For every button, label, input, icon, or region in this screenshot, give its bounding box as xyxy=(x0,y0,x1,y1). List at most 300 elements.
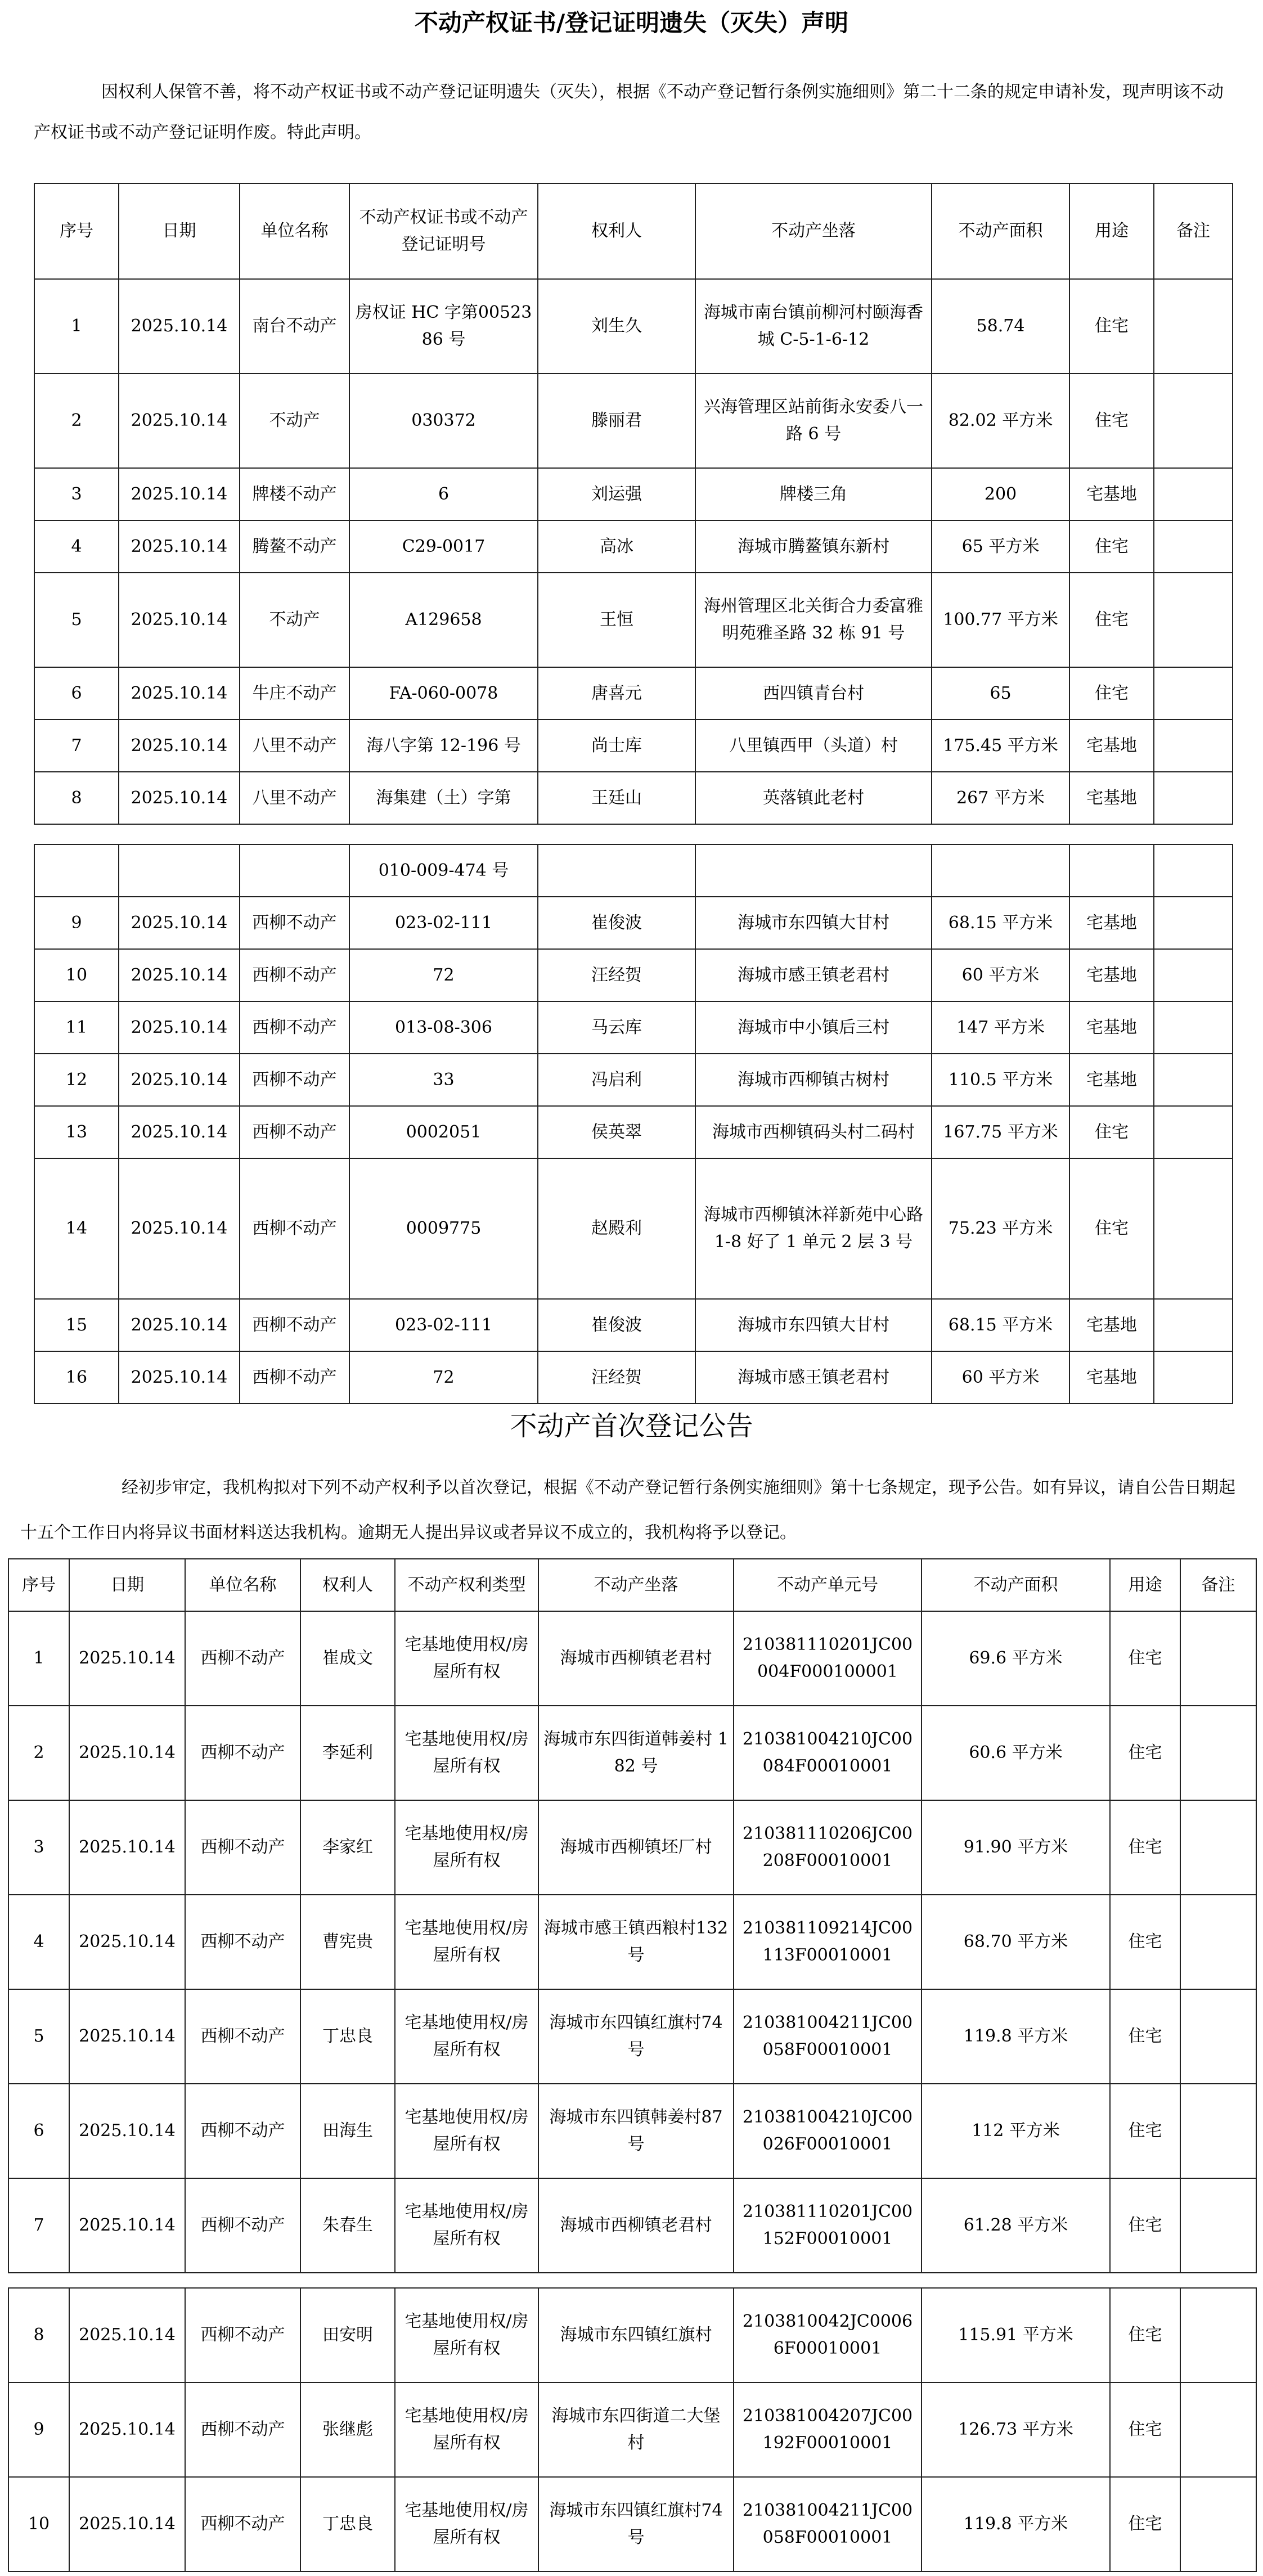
table-cell: 2025.10.14 xyxy=(119,897,240,949)
table-cell: 西四镇青台村 xyxy=(695,667,932,720)
table-cell xyxy=(1180,1706,1256,1800)
table-cell: 崔俊波 xyxy=(538,897,695,949)
table-cell: 西柳不动产 xyxy=(240,1054,349,1106)
table-cell xyxy=(1180,1800,1256,1895)
table-cell: 住宅 xyxy=(1069,667,1154,720)
registration-table-continued xyxy=(8,2287,1257,2572)
table-cell: 2103810042JC00066F00010001 xyxy=(734,2288,922,2382)
table-row xyxy=(34,772,1233,824)
table-row xyxy=(34,1158,1233,1299)
table-cell: 高冰 xyxy=(538,520,695,573)
table-cell xyxy=(119,844,240,897)
table-cell: 010-009-474 号 xyxy=(349,844,538,897)
table-cell xyxy=(1154,1158,1233,1299)
table-row xyxy=(34,279,1233,374)
table-header-cell: 不动产面积 xyxy=(932,183,1069,279)
table-cell xyxy=(538,844,695,897)
table-row xyxy=(8,1611,1256,1706)
table-cell: 海城市感王镇老君村 xyxy=(695,1351,932,1404)
table-cell: 14 xyxy=(34,1158,119,1299)
table-cell: 住宅 xyxy=(1110,2084,1180,2178)
table-cell: 西柳不动产 xyxy=(185,2477,300,2571)
table-cell: 5 xyxy=(34,573,119,667)
table-cell xyxy=(1180,1611,1256,1706)
table-cell: 住宅 xyxy=(1110,1895,1180,1989)
table-cell: 4 xyxy=(34,520,119,573)
table-row xyxy=(8,1706,1256,1800)
table-cell: 210381110201JC00152F00010001 xyxy=(734,2178,922,2273)
table-row xyxy=(34,897,1233,949)
table-cell: 不动产 xyxy=(240,374,349,468)
table-cell: 宅基地 xyxy=(1069,772,1154,824)
table-row xyxy=(34,374,1233,468)
table-cell: A129658 xyxy=(349,573,538,667)
table-header-cell: 备注 xyxy=(1154,183,1233,279)
table-cell: 崔成文 xyxy=(300,1611,395,1706)
table-cell: 住宅 xyxy=(1069,1158,1154,1299)
table-cell: 宅基地 xyxy=(1069,949,1154,1001)
table-cell: 海城市中小镇后三村 xyxy=(695,1001,932,1054)
table-cell: 3 xyxy=(34,468,119,520)
table-row xyxy=(34,1299,1233,1351)
table-cell: 210381110201JC00004F000100001 xyxy=(734,1611,922,1706)
table-cell: 8 xyxy=(34,772,119,824)
table-cell: 西柳不动产 xyxy=(185,1989,300,2084)
table-row xyxy=(34,1351,1233,1404)
table-cell: 尚士库 xyxy=(538,720,695,772)
table-cell: 西柳不动产 xyxy=(240,1158,349,1299)
table-cell: 汪经贺 xyxy=(538,1351,695,1404)
table-cell xyxy=(1154,772,1233,824)
table-header-cell: 不动产坐落 xyxy=(695,183,932,279)
table-header-cell: 不动产单元号 xyxy=(734,1559,922,1611)
table-cell: 海城市腾鳌镇东新村 xyxy=(695,520,932,573)
table-cell: FA-060-0078 xyxy=(349,667,538,720)
table-cell: 72 xyxy=(349,1351,538,1404)
table-row xyxy=(34,844,1233,897)
table-cell xyxy=(1154,667,1233,720)
table-cell: 住宅 xyxy=(1069,1106,1154,1158)
table-cell: 宅基地使用权/房屋所有权 xyxy=(395,1611,538,1706)
table-cell: 海城市西柳镇老君村 xyxy=(538,1611,734,1706)
table-cell: 2025.10.14 xyxy=(119,573,240,667)
table-cell: 82.02 平方米 xyxy=(932,374,1069,468)
table-cell: 6 xyxy=(349,468,538,520)
table-cell: 2025.10.14 xyxy=(69,2477,185,2571)
table-cell: 住宅 xyxy=(1110,1800,1180,1895)
table-cell: 210381004211JC00058F00010001 xyxy=(734,2477,922,2571)
table-cell: 210381110206JC00208F00010001 xyxy=(734,1800,922,1895)
table-cell: 王廷山 xyxy=(538,772,695,824)
loss-statement-text: 因权利人保管不善，将不动产权证书或不动产登记证明遗失（灭失），根据《不动产登记暂行条例实施细则》第二十二条的规定申请补发，现声明该不动产权证书或不动产登记证明作废。特此声明。 xyxy=(34,82,1224,142)
table-cell: 房权证 HC 字第0052386 号 xyxy=(349,279,538,374)
table-cell xyxy=(1154,573,1233,667)
table-cell: 宅基地 xyxy=(1069,720,1154,772)
table-cell: 牌楼不动产 xyxy=(240,468,349,520)
table-cell: 2025.10.14 xyxy=(119,279,240,374)
table-cell: 住宅 xyxy=(1110,1611,1180,1706)
table-cell: 69.6 平方米 xyxy=(922,1611,1110,1706)
table-cell: 海城市西柳镇沐祥新苑中心路 1-8 好了 1 单元 2 层 3 号 xyxy=(695,1158,932,1299)
table-header-cell: 不动产面积 xyxy=(922,1559,1110,1611)
table-cell: 210381004211JC00058F00010001 xyxy=(734,1989,922,2084)
table-cell: 西柳不动产 xyxy=(240,897,349,949)
table-cell: 西柳不动产 xyxy=(240,949,349,1001)
table-cell: 宅基地使用权/房屋所有权 xyxy=(395,1800,538,1895)
table-cell: 西柳不动产 xyxy=(185,2084,300,2178)
table-cell: 2025.10.14 xyxy=(119,1001,240,1054)
table-cell: 200 xyxy=(932,468,1069,520)
table-cell: 曹宪贵 xyxy=(300,1895,395,1989)
table-cell: 兴海管理区站前街永安委八一路 6 号 xyxy=(695,374,932,468)
table-cell: 68.70 平方米 xyxy=(922,1895,1110,1989)
table-cell xyxy=(1154,897,1233,949)
table-cell: 119.8 平方米 xyxy=(922,1989,1110,2084)
table-header-cell: 用途 xyxy=(1110,1559,1180,1611)
table-cell xyxy=(1180,2084,1256,2178)
table-cell: 冯启利 xyxy=(538,1054,695,1106)
table-row xyxy=(34,1054,1233,1106)
table-cell: 住宅 xyxy=(1110,1706,1180,1800)
table-cell: 60 平方米 xyxy=(932,1351,1069,1404)
table-cell: 海城市东四镇韩姜村87 号 xyxy=(538,2084,734,2178)
table-cell xyxy=(1180,1895,1256,1989)
table-cell xyxy=(1154,844,1233,897)
table-cell: 65 平方米 xyxy=(932,520,1069,573)
table-cell: 西柳不动产 xyxy=(185,1706,300,1800)
table-cell: 海城市东四镇红旗村74 号 xyxy=(538,2477,734,2571)
table-cell: 西柳不动产 xyxy=(185,1895,300,1989)
table-cell: 175.45 平方米 xyxy=(932,720,1069,772)
table-cell: 2 xyxy=(8,1706,69,1800)
table-cell: 李延利 xyxy=(300,1706,395,1800)
table-row xyxy=(8,1989,1256,2084)
table-cell: 汪经贺 xyxy=(538,949,695,1001)
table-cell: 崔俊波 xyxy=(538,1299,695,1351)
table-cell: 9 xyxy=(34,897,119,949)
table-cell xyxy=(1154,720,1233,772)
table-cell: 海城市东四镇红旗村74 号 xyxy=(538,1989,734,2084)
table-cell: 2025.10.14 xyxy=(69,1800,185,1895)
table-cell: 宅基地使用权/房屋所有权 xyxy=(395,2477,538,2571)
table-cell: 朱春生 xyxy=(300,2178,395,2273)
table-cell: 110.5 平方米 xyxy=(932,1054,1069,1106)
table-cell: 1 xyxy=(34,279,119,374)
table-cell: 2025.10.14 xyxy=(119,1158,240,1299)
table-cell: 宅基地使用权/房屋所有权 xyxy=(395,2382,538,2477)
table-cell: 58.74 xyxy=(932,279,1069,374)
table-cell: 100.77 平方米 xyxy=(932,573,1069,667)
table-cell: 西柳不动产 xyxy=(240,1001,349,1054)
table-cell: 119.8 平方米 xyxy=(922,2477,1110,2571)
table-cell: 2 xyxy=(34,374,119,468)
table-cell: 海城市东四镇大甘村 xyxy=(695,897,932,949)
table-cell: 马云库 xyxy=(538,1001,695,1054)
table-cell: 西柳不动产 xyxy=(185,1800,300,1895)
table-cell xyxy=(34,844,119,897)
table-cell: 6 xyxy=(34,667,119,720)
table-row xyxy=(8,2288,1256,2382)
table-cell: C29-0017 xyxy=(349,520,538,573)
table-cell: 王恒 xyxy=(538,573,695,667)
table-cell: 023-02-111 xyxy=(349,1299,538,1351)
table-cell: 16 xyxy=(34,1351,119,1404)
table-cell: 海城市感王镇西粮村132 号 xyxy=(538,1895,734,1989)
table-row xyxy=(8,2084,1256,2178)
registration-table xyxy=(8,1558,1257,2273)
table-cell: 田海生 xyxy=(300,2084,395,2178)
table-cell: 海城市西柳镇古树村 xyxy=(695,1054,932,1106)
table-cell: 023-02-111 xyxy=(349,897,538,949)
table-cell: 牌楼三角 xyxy=(695,468,932,520)
table-cell: 126.73 平方米 xyxy=(922,2382,1110,2477)
table-cell: 0002051 xyxy=(349,1106,538,1158)
table-cell: 西柳不动产 xyxy=(240,1106,349,1158)
table-cell: 9 xyxy=(8,2382,69,2477)
table-cell: 2025.10.14 xyxy=(119,667,240,720)
table-cell: 海州管理区北关街合力委富雅明苑雅圣路 32 栋 91 号 xyxy=(695,573,932,667)
table-row xyxy=(34,520,1233,573)
table-cell: 西柳不动产 xyxy=(185,2382,300,2477)
table-cell xyxy=(240,844,349,897)
table-cell: 2025.10.14 xyxy=(69,2288,185,2382)
table-cell: 4 xyxy=(8,1895,69,1989)
table-cell: 33 xyxy=(349,1054,538,1106)
table-cell: 8 xyxy=(8,2288,69,2382)
table-cell: 海城市感王镇老君村 xyxy=(695,949,932,1001)
table-header-cell: 序号 xyxy=(34,183,119,279)
table-row xyxy=(8,1800,1256,1895)
table-cell: 李家红 xyxy=(300,1800,395,1895)
table-cell: 147 平方米 xyxy=(932,1001,1069,1054)
table-cell: 住宅 xyxy=(1069,374,1154,468)
table-cell: 2025.10.14 xyxy=(119,1299,240,1351)
table-row xyxy=(34,573,1233,667)
table-cell: 海城市西柳镇码头村二码村 xyxy=(695,1106,932,1158)
table-cell: 海城市东四街道二大堡村 xyxy=(538,2382,734,2477)
table-cell: 115.91 平方米 xyxy=(922,2288,1110,2382)
table-cell: 7 xyxy=(34,720,119,772)
table-cell xyxy=(1180,1989,1256,2084)
table-cell xyxy=(1180,2288,1256,2382)
table-cell: 11 xyxy=(34,1001,119,1054)
table-row xyxy=(34,1106,1233,1158)
table-cell: 宅基地 xyxy=(1069,897,1154,949)
table-cell: 2025.10.14 xyxy=(119,772,240,824)
table-cell: 宅基地使用权/房屋所有权 xyxy=(395,1989,538,2084)
table-row xyxy=(8,1895,1256,1989)
table-cell xyxy=(1154,468,1233,520)
table-row xyxy=(8,2382,1256,2477)
table-cell: 西柳不动产 xyxy=(240,1299,349,1351)
table-cell: 7 xyxy=(8,2178,69,2273)
table-cell: 2025.10.14 xyxy=(69,1989,185,2084)
table-cell xyxy=(1180,2382,1256,2477)
table-header-cell: 不动产权利类型 xyxy=(395,1559,538,1611)
page-title: 不动产权证书/登记证明遗失（灭失）声明 xyxy=(414,9,849,37)
table-cell: 2025.10.14 xyxy=(119,1351,240,1404)
table-cell: 住宅 xyxy=(1110,1989,1180,2084)
table-row xyxy=(8,2477,1256,2571)
table-cell: 住宅 xyxy=(1110,2382,1180,2477)
table-cell: 海城市东四镇红旗村 xyxy=(538,2288,734,2382)
table-cell: 75.23 平方米 xyxy=(932,1158,1069,1299)
table-cell: 不动产 xyxy=(240,573,349,667)
table-cell: 5 xyxy=(8,1989,69,2084)
table-cell: 八里不动产 xyxy=(240,720,349,772)
table-header-cell: 权利人 xyxy=(538,183,695,279)
table-cell: 267 平方米 xyxy=(932,772,1069,824)
table-cell xyxy=(1154,1054,1233,1106)
table-cell: 西柳不动产 xyxy=(185,2288,300,2382)
table-row xyxy=(34,667,1233,720)
table-cell: 60.6 平方米 xyxy=(922,1706,1110,1800)
table-cell: 12 xyxy=(34,1054,119,1106)
table-cell: 2025.10.14 xyxy=(69,1706,185,1800)
table-cell: 72 xyxy=(349,949,538,1001)
table-cell: 宅基地 xyxy=(1069,1054,1154,1106)
table-cell: 1 xyxy=(8,1611,69,1706)
table-cell: 海城市南台镇前柳河村颐海香城 C-5-1-6-12 xyxy=(695,279,932,374)
table-cell: 60 平方米 xyxy=(932,949,1069,1001)
table-cell: 英落镇此老村 xyxy=(695,772,932,824)
table-cell xyxy=(1154,279,1233,374)
table-header-cell: 用途 xyxy=(1069,183,1154,279)
table-cell: 2025.10.14 xyxy=(119,949,240,1001)
table-cell: 2025.10.14 xyxy=(119,520,240,573)
loss-table-continued xyxy=(34,844,1233,1404)
table-cell: 田安明 xyxy=(300,2288,395,2382)
table-row xyxy=(34,949,1233,1001)
table-header-cell: 单位名称 xyxy=(185,1559,300,1611)
table-cell xyxy=(1154,1106,1233,1158)
table-row xyxy=(8,2178,1256,2273)
table-cell xyxy=(1180,2178,1256,2273)
table-cell: 住宅 xyxy=(1110,2178,1180,2273)
table-cell: 宅基地使用权/房屋所有权 xyxy=(395,2178,538,2273)
table-cell: 宅基地 xyxy=(1069,1351,1154,1404)
table-cell: 13 xyxy=(34,1106,119,1158)
table-cell: 61.28 平方米 xyxy=(922,2178,1110,2273)
table-cell: 2025.10.14 xyxy=(119,468,240,520)
table-cell: 腾鳌不动产 xyxy=(240,520,349,573)
table-row xyxy=(34,720,1233,772)
table-cell: 八里不动产 xyxy=(240,772,349,824)
table-cell xyxy=(1180,2477,1256,2571)
table-cell: 刘生久 xyxy=(538,279,695,374)
table-header-cell: 不动产权证书或不动产登记证明号 xyxy=(349,183,538,279)
table-cell: 112 平方米 xyxy=(922,2084,1110,2178)
table-cell: 南台不动产 xyxy=(240,279,349,374)
table-cell: 西柳不动产 xyxy=(185,1611,300,1706)
table-cell: 2025.10.14 xyxy=(119,374,240,468)
table-cell: 侯英翠 xyxy=(538,1106,695,1158)
table-cell: 海城市东四街道韩姜村 182 号 xyxy=(538,1706,734,1800)
table-cell: 宅基地 xyxy=(1069,1001,1154,1054)
loss-table xyxy=(34,183,1233,825)
table-cell: 宅基地 xyxy=(1069,1299,1154,1351)
table-cell: 丁忠良 xyxy=(300,1989,395,2084)
table-cell: 住宅 xyxy=(1069,520,1154,573)
table-cell: 10 xyxy=(8,2477,69,2571)
table-cell: 2025.10.14 xyxy=(119,1054,240,1106)
table-cell: 68.15 平方米 xyxy=(932,1299,1069,1351)
table-cell: 张继彪 xyxy=(300,2382,395,2477)
table-cell: 2025.10.14 xyxy=(69,2382,185,2477)
table-cell: 住宅 xyxy=(1069,279,1154,374)
table-cell: 住宅 xyxy=(1069,573,1154,667)
table-cell: 2025.10.14 xyxy=(69,2084,185,2178)
table-cell: 海城市西柳镇老君村 xyxy=(538,2178,734,2273)
table-cell xyxy=(1154,1001,1233,1054)
table-cell: 海八字第 12-196 号 xyxy=(349,720,538,772)
table-cell: 15 xyxy=(34,1299,119,1351)
table-cell xyxy=(1154,949,1233,1001)
table-cell: 2025.10.14 xyxy=(119,1106,240,1158)
table-cell xyxy=(1154,1351,1233,1404)
table-cell xyxy=(1069,844,1154,897)
notice-text: 经初步审定，我机构拟对下列不动产权利予以首次登记，根据《不动产登记暂行条例实施细则》第十七条规定，现予公告。如有异议，请自公告日期起十五个工作日内将异议书面材料送达我机构。逾期无人提出异议或者异议不成立的，我机构将予以登记。 xyxy=(20,1478,1235,1543)
table-cell: 宅基地使用权/房屋所有权 xyxy=(395,1895,538,1989)
table-cell: 2025.10.14 xyxy=(69,1611,185,1706)
table-header-cell: 备注 xyxy=(1180,1559,1256,1611)
table-cell: 牛庄不动产 xyxy=(240,667,349,720)
table-cell: 013-08-306 xyxy=(349,1001,538,1054)
table-cell: 167.75 平方米 xyxy=(932,1106,1069,1158)
table-row xyxy=(34,468,1233,520)
table-cell: 住宅 xyxy=(1110,2477,1180,2571)
table-cell: 海城市东四镇大甘村 xyxy=(695,1299,932,1351)
table-header-cell: 日期 xyxy=(119,183,240,279)
table-cell: 030372 xyxy=(349,374,538,468)
table-header-cell: 序号 xyxy=(8,1559,69,1611)
table-cell: 210381004210JC00026F00010001 xyxy=(734,2084,922,2178)
table-cell: 2025.10.14 xyxy=(69,1895,185,1989)
notice-title: 不动产首次登记公告 xyxy=(510,1410,753,1442)
table-cell xyxy=(1154,374,1233,468)
table-cell: 10 xyxy=(34,949,119,1001)
table-cell: 2025.10.14 xyxy=(119,720,240,772)
table-cell xyxy=(932,844,1069,897)
table-cell: 210381004207JC00192F00010001 xyxy=(734,2382,922,2477)
registration-table-header xyxy=(8,1559,1256,1611)
table-cell: 宅基地使用权/房屋所有权 xyxy=(395,1706,538,1800)
table-cell: 3 xyxy=(8,1800,69,1895)
table-header-cell: 权利人 xyxy=(300,1559,395,1611)
table-cell: 刘运强 xyxy=(538,468,695,520)
table-cell: 210381004210JC00084F00010001 xyxy=(734,1706,922,1800)
table-row xyxy=(34,1001,1233,1054)
table-cell: 西柳不动产 xyxy=(240,1351,349,1404)
table-cell xyxy=(695,844,932,897)
table-cell: 6 xyxy=(8,2084,69,2178)
table-cell: 八里镇西甲（头道）村 xyxy=(695,720,932,772)
table-cell: 住宅 xyxy=(1110,2288,1180,2382)
table-cell: 68.15 平方米 xyxy=(932,897,1069,949)
table-cell xyxy=(1154,520,1233,573)
table-cell: 海城市西柳镇坯厂村 xyxy=(538,1800,734,1895)
table-cell: 91.90 平方米 xyxy=(922,1800,1110,1895)
table-cell xyxy=(1154,1299,1233,1351)
table-cell: 丁忠良 xyxy=(300,2477,395,2571)
table-cell: 65 xyxy=(932,667,1069,720)
table-cell: 2025.10.14 xyxy=(69,2178,185,2273)
table-cell: 唐喜元 xyxy=(538,667,695,720)
table-cell: 0009775 xyxy=(349,1158,538,1299)
table-cell: 210381109214JC00113F00010001 xyxy=(734,1895,922,1989)
table-header-cell: 日期 xyxy=(69,1559,185,1611)
table-header-cell: 不动产坐落 xyxy=(538,1559,734,1611)
